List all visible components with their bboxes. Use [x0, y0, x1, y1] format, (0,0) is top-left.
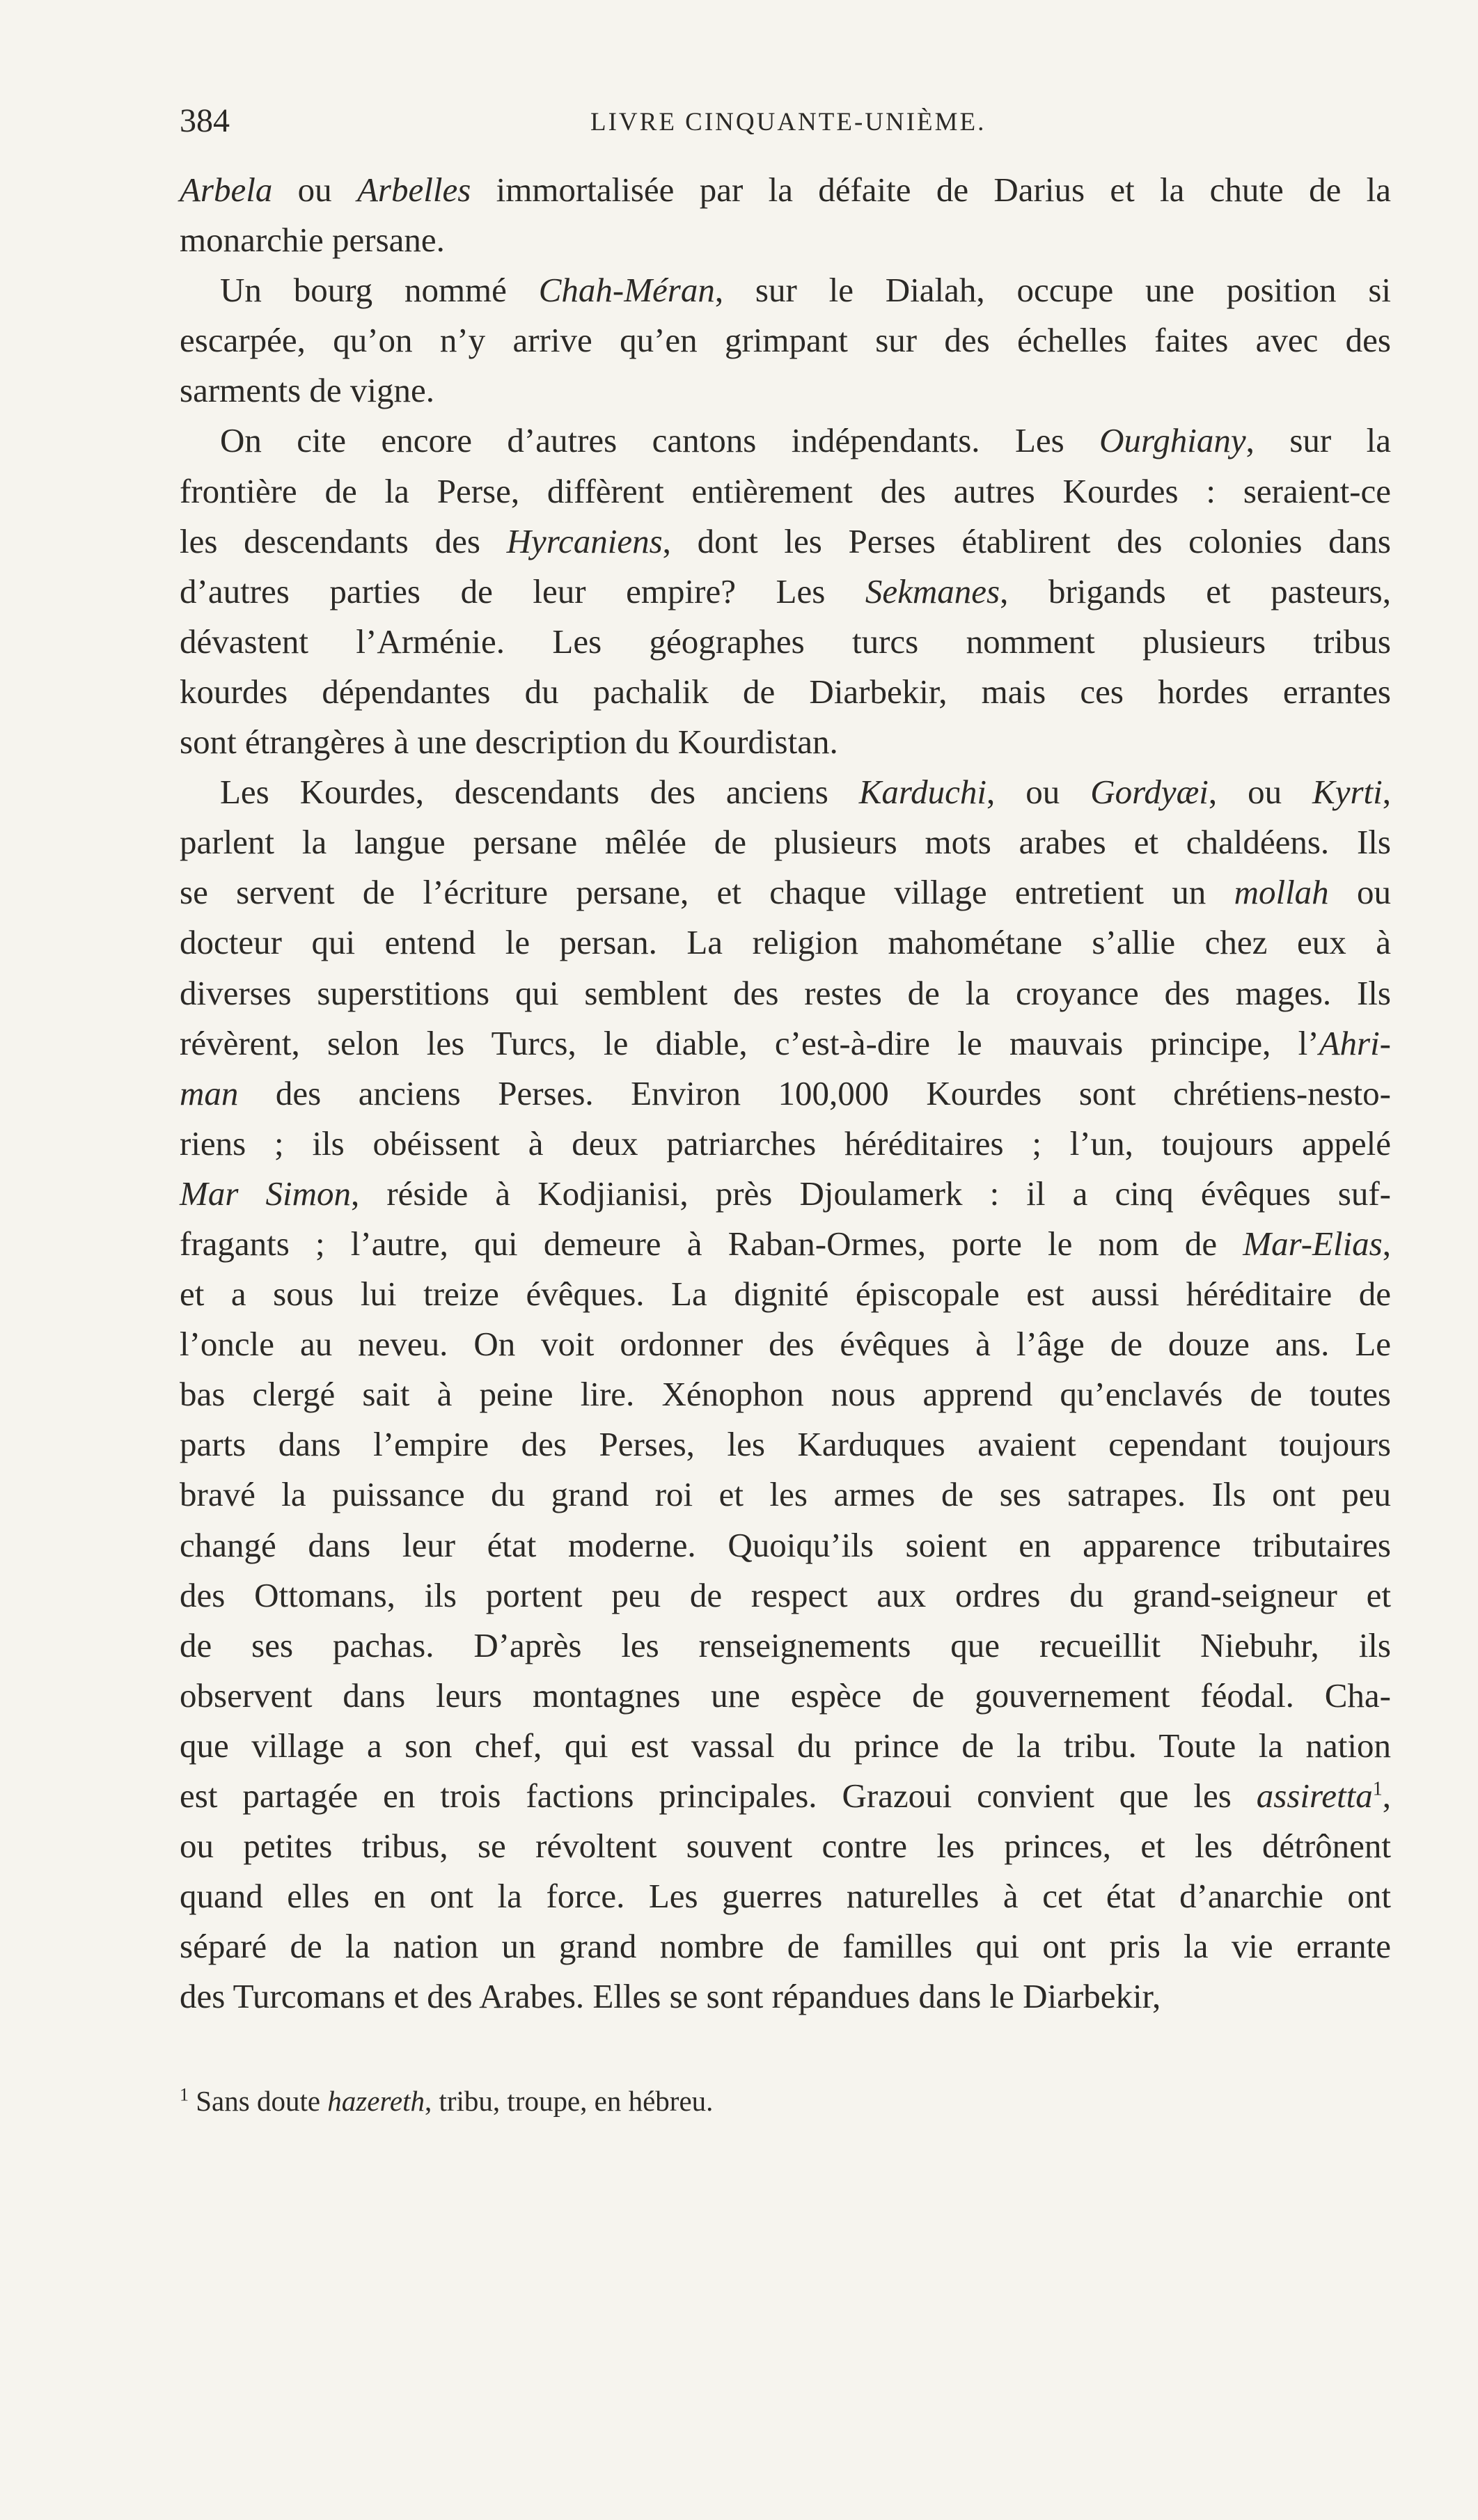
italic-term: Ourghiany	[1099, 421, 1246, 460]
text-line	[180, 1419, 1391, 1470]
text-line	[180, 1771, 1391, 1821]
text-line	[180, 1069, 1391, 1119]
text-run: , dont les Perses établirent des colonies dans	[662, 521, 1391, 560]
text-run: sarments de vigne.	[180, 371, 435, 410]
italic-term: Sekmanes	[865, 572, 1000, 611]
text-line	[180, 1971, 1391, 2022]
text-run: escarpée, qu’on n’y arrive qu’en grimpant sur des échelles faites avec des	[180, 321, 1391, 360]
text-run: , brigands et pasteurs,	[1000, 572, 1391, 611]
italic-term: Mar-Elias	[1243, 1224, 1383, 1263]
text-run: monarchie persane.	[180, 221, 445, 260]
page-number: 384	[180, 102, 230, 139]
text-line	[180, 517, 1391, 567]
text-run: , ou	[986, 773, 1091, 812]
text-run: riens ; ils obéissent à deux patriarches héréditaires ; l’un, toujours appelé	[180, 1124, 1391, 1163]
text-run: ou	[272, 171, 357, 209]
text-run: observent dans leurs montagnes une espèce de gouvernement féodal. Cha-	[180, 1676, 1391, 1715]
text-run: diverses superstitions qui semblent des restes de la croyance des mages. Ils	[180, 973, 1391, 1012]
text-run: parlent la langue persane mêlée de plusieurs mots arabes et chaldéens. Ils	[180, 823, 1391, 862]
text-run: que village a son chef, qui est vassal du prince de la tribu. Toute la nation	[180, 1726, 1391, 1765]
text-run: bas clergé sait à peine lire. Xénophon nous apprend qu’enclavés de toutes	[180, 1375, 1391, 1414]
italic-term: man	[180, 1073, 239, 1112]
text-line	[180, 215, 1391, 265]
text-run: docteur qui entend le persan. La religion mahométane s’allie chez eux à	[180, 923, 1391, 962]
text-line	[180, 1018, 1391, 1069]
text-run: , réside à Kodjianisi, près Djoulamerk : il a cinq évêques suf-	[350, 1174, 1391, 1213]
text-run: ,	[1382, 1224, 1391, 1263]
text-line	[180, 817, 1391, 867]
text-run: , tribu, troupe, en hébreu.	[424, 2085, 714, 2117]
text-line	[180, 1821, 1391, 1871]
text-run: révèrent, selon les Turcs, le diable, c’est-à-dire le mauvais principe, l’	[180, 1023, 1319, 1062]
text-line	[180, 1369, 1391, 1419]
italic-term: Hyrcaniens	[506, 521, 663, 560]
text-run: , sur le Dialah, occupe une position si	[714, 271, 1391, 310]
text-line	[180, 1671, 1391, 1721]
text-run: ou	[1328, 873, 1391, 912]
text-run: bravé la puissance du grand roi et les armes de ses satrapes. Ils ont peu	[180, 1475, 1391, 1514]
italic-term: Chah-Méran	[538, 271, 715, 310]
text-line	[180, 315, 1391, 365]
italic-term: mollah	[1234, 873, 1329, 912]
italic-term: Ahri-	[1319, 1023, 1391, 1062]
text-line	[180, 365, 1391, 416]
italic-term: hazereth	[327, 2085, 425, 2117]
text-run: kourdes dépendantes du pachalik de Diarbekir, mais ces hordes errantes	[180, 672, 1391, 711]
text-line	[180, 1119, 1391, 1169]
footnote-marker: 1	[180, 2084, 189, 2105]
text-line	[180, 1269, 1391, 1319]
text-run: ou petites tribus, se révoltent souvent contre les princes, et les détrônent	[180, 1827, 1391, 1866]
text-line	[180, 767, 1391, 817]
text-run: dévastent l’Arménie. Les géographes turcs nomment plusieurs tribus	[180, 622, 1391, 661]
text-run: d’autres parties de leur empire? Les	[180, 572, 865, 611]
text-line	[180, 918, 1391, 968]
text-run: l’oncle au neveu. On voit ordonner des évêques à l’âge de douze ans. Le	[180, 1325, 1391, 1364]
text-line	[180, 466, 1391, 517]
text-line	[180, 617, 1391, 667]
paragraph	[180, 165, 1391, 265]
text-line	[180, 1470, 1391, 1520]
text-run: séparé de la nation un grand nombre de familles qui ont pris la vie errante	[180, 1927, 1391, 1966]
text-run: ,	[1382, 1777, 1391, 1815]
text-line	[180, 1621, 1391, 1671]
paragraph	[180, 265, 1391, 416]
text-run: des anciens Perses. Environ 100,000 Kourdes sont chrétiens-nesto-	[238, 1073, 1391, 1112]
text-line	[180, 1871, 1391, 1921]
italic-term: Arbela	[180, 171, 273, 209]
text-run: frontière de la Perse, diffèrent entièrement des autres Kourdes : seraient-ce	[180, 471, 1391, 510]
text-run: Sans doute	[189, 2085, 328, 2117]
italic-term: Arbelles	[356, 171, 471, 209]
text-line	[180, 165, 1391, 215]
text-run: se servent de l’écriture persane, et chaque village entretient un	[180, 873, 1234, 912]
body-text	[180, 165, 1391, 2022]
text-line	[180, 1169, 1391, 1219]
text-line	[180, 416, 1391, 466]
italic-term: Kyrti	[1312, 773, 1383, 812]
text-run: des Ottomans, ils portent peu de respect aux ordres du grand-seigneur et	[180, 1575, 1391, 1614]
text-run: les descendants des	[180, 521, 507, 560]
text-run: ,	[1382, 773, 1392, 812]
paragraph	[180, 416, 1391, 767]
text-line	[180, 1570, 1391, 1621]
text-run: changé dans leur état moderne. Quoiqu’ils soient en apparence tributaires	[180, 1525, 1391, 1564]
text-line	[180, 968, 1391, 1018]
text-line	[180, 567, 1391, 617]
text-run: sont étrangères à une description du Kourdistan.	[180, 723, 838, 762]
italic-term: Gordyæi	[1090, 773, 1209, 812]
text-run: , sur la	[1245, 421, 1391, 460]
text-run: fragants ; l’autre, qui demeure à Raban-Ormes, porte le nom de	[180, 1224, 1243, 1263]
italic-term: Mar Simon	[180, 1174, 351, 1213]
text-line	[180, 717, 1391, 767]
footnote-marker: 1	[1372, 1778, 1383, 1800]
text-run: Un bourg nommé	[220, 271, 539, 310]
text-run: Les Kourdes, descendants des anciens	[220, 773, 859, 812]
text-run: et a sous lui treize évêques. La dignité épiscopale est aussi héréditaire de	[180, 1275, 1391, 1314]
text-line	[180, 265, 1391, 315]
italic-term: assiretta	[1256, 1777, 1373, 1815]
text-run: immortalisée par la défaite de Darius et la chute de la	[471, 171, 1391, 209]
text-line	[180, 1921, 1391, 1971]
text-run: des Turcomans et des Arabes. Elles se sont répandues dans le Diarbekir,	[180, 1977, 1161, 2016]
text-line	[180, 667, 1391, 717]
text-line	[180, 1721, 1391, 1771]
text-line	[180, 1520, 1391, 1570]
text-run: quand elles en ont la force. Les guerres naturelles à cet état d’anarchie ont	[180, 1877, 1391, 1916]
italic-term: Karduchi	[858, 773, 987, 812]
text-run: est partagée en trois factions principales. Grazoui convient que les	[180, 1777, 1257, 1815]
text-run: parts dans l’empire des Perses, les Karduques avaient cependant toujours	[180, 1425, 1391, 1464]
text-line	[180, 867, 1391, 918]
paragraph	[180, 767, 1391, 2022]
footnote	[180, 2081, 1391, 2120]
text-line	[180, 1219, 1391, 1269]
text-line	[180, 1319, 1391, 1369]
running-title: LIVRE CINQUANTE-UNIÈME.	[590, 108, 986, 136]
text-run: de ses pachas. D’après les renseignements que recueillit Niebuhr, ils	[180, 1625, 1391, 1664]
page-header	[180, 102, 1391, 150]
text-run: , ou	[1208, 773, 1313, 812]
text-run: On cite encore d’autres cantons indépendants. Les	[220, 421, 1100, 460]
